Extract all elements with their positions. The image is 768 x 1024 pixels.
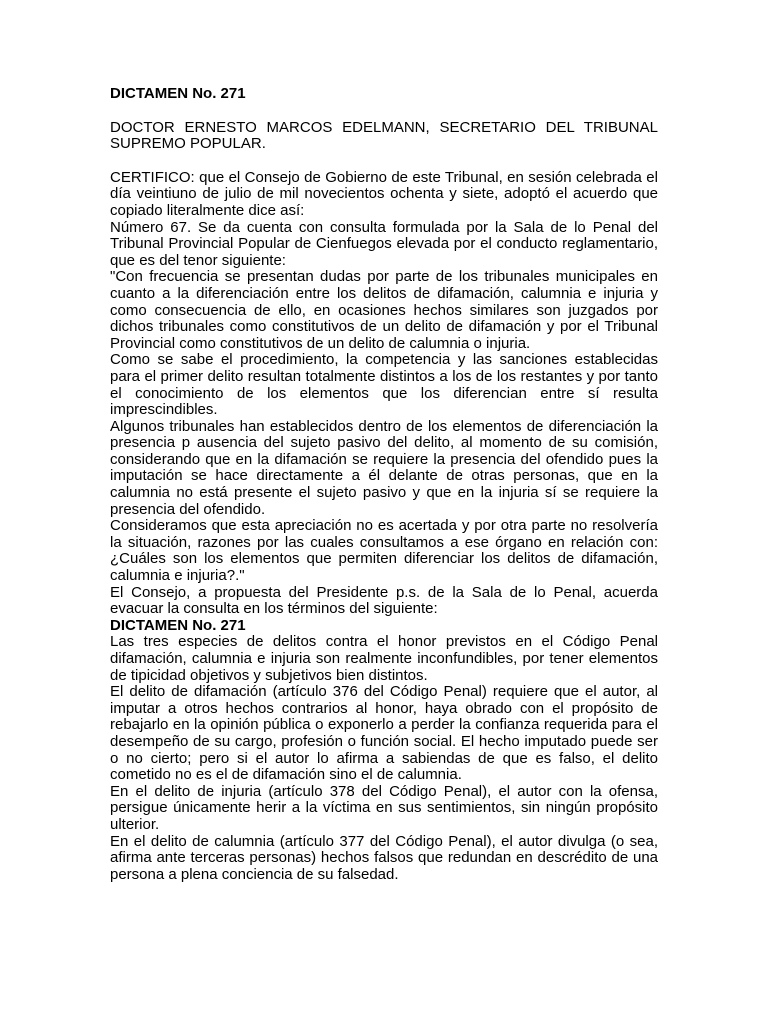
paragraph-numero-67: Número 67. Se da cuenta con consulta formulada por la Sala de lo Penal del Tribunal Provincial Popular de Cienfuegos elevada por el conducto reglamentario, que es del tenor siguiente: xyxy=(110,218,658,269)
paragraph-difamacion: El delito de difamación (artículo 376 del Código Penal) requiere que el autor, al imputar a otros hechos contrarios al honor, haya obrado con el propósito de rebajarlo en la opinión pública o exponerlo a perder la confianza requerida para el desempeño de su cargo, profesión o función social. El hecho imputado puede ser o no cierto; pero si el autor lo afirma a sabiendas de que es falso, el delito cometido no es el de difamación sino el de calumnia. xyxy=(110,683,658,784)
paragraph-consulta-3: Algunos tribunales han establecidos dentro de los elementos de diferenciación la presencia p ausencia del sujeto pasivo del delito, al momento de su comisión, considerando que en la difamación se requiere la presencia del ofendido pues la imputación se hace directamente a él delante de otras personas, que en la calumnia no está presente el sujeto pasivo y que en la injuria sí se requiere la presencia del ofendido. xyxy=(110,417,658,518)
document-page xyxy=(110,86,658,883)
document-title: DICTAMEN No. 271 xyxy=(110,85,246,102)
paragraph-consulta-2: Como se sabe el procedimiento, la competencia y las sanciones establecidas para el primer delito resultan totalmente distintos a los de los restantes y por tanto el conocimiento de los elementos que los diferencian entre sí resulta imprescindibles. xyxy=(110,351,658,419)
paragraph-injuria: En el delito de injuria (artículo 378 del Código Penal), el autor con la ofensa, persigue únicamente herir a la víctima en sus sentimientos, sin ningún propósito ulterior. xyxy=(110,782,658,833)
paragraph-certifico: CERTIFICO: que el Consejo de Gobierno de este Tribunal, en sesión celebrada el día veintiuno de julio de mil novecientos ochenta y siete, adoptó el acuerdo que copiado literalmente dice así: xyxy=(110,168,658,219)
dictamen-subtitle: DICTAMEN No. 271 xyxy=(110,616,246,634)
paragraph-consulta-1: "Con frecuencia se presentan dudas por parte de los tribunales municipales en cuanto a la diferenciación entre los delitos de difamación, calumnia e injuria y como consecuencia de ello, en ocasiones hechos similares son juzgados por dichos tribunales como constitutivos de un delito de difamación y por el Tribunal Provincial como constitutivos de un delito de calumnia o injuria. xyxy=(110,268,658,352)
paragraph-calumnia: En el delito de calumnia (artículo 377 del Código Penal), el autor divulga (o sea, afirma ante terceras personas) hechos falsos que redundan en descrédito de una persona a plena conciencia de su falsedad. xyxy=(110,832,658,883)
document-header: DOCTOR ERNESTO MARCOS EDELMANN, SECRETARIO DEL TRIBUNAL SUPREMO POPULAR. xyxy=(110,118,658,153)
paragraph-consulta-4: Consideramos que esta apreciación no es acertada y por otra parte no resolvería la situación, razones por las cuales consultamos a ese órgano en relación con: ¿Cuáles son los elementos que permiten diferenciar los delitos de difamación, calumnia e injuria?." xyxy=(110,517,658,585)
paragraph-consejo: El Consejo, a propuesta del Presidente p.s. de la Sala de lo Penal, acuerda evacuar la consulta en los términos del siguiente: xyxy=(110,583,658,618)
paragraph-tres-especies: Las tres especies de delitos contra el honor previstos en el Código Penal difamación, calumnia e injuria son realmente inconfundibles, por tener elementos de tipicidad objetivos y subjetivos bien distintos. xyxy=(110,633,658,684)
